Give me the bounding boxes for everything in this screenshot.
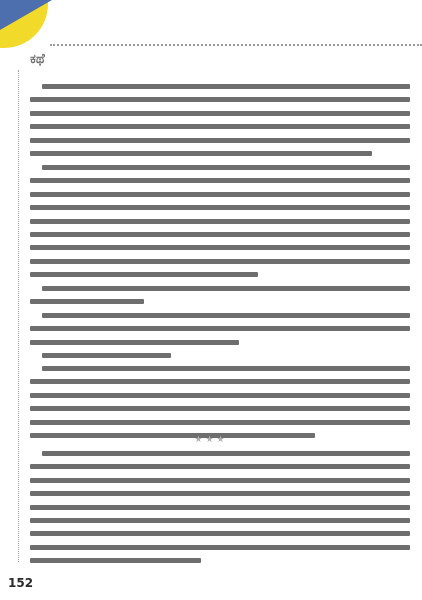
text-line — [30, 478, 410, 483]
text-line — [42, 313, 410, 318]
text-line — [30, 124, 410, 129]
text-line — [30, 299, 144, 304]
text-line — [30, 531, 410, 536]
text-line — [30, 518, 410, 523]
text-line — [30, 151, 372, 156]
text-line — [30, 491, 410, 496]
text-line — [30, 97, 410, 102]
section-divider: ★★★ — [194, 435, 228, 445]
text-line — [30, 232, 410, 237]
text-line — [42, 451, 410, 456]
text-line — [30, 505, 410, 510]
header-rule — [50, 44, 422, 46]
corner-decoration-icon — [0, 0, 52, 52]
text-line — [30, 406, 410, 411]
text-line — [30, 138, 410, 143]
section-title: ಕಥೆ — [30, 52, 45, 67]
text-line — [30, 178, 410, 183]
text-line — [30, 420, 410, 425]
column-rule — [18, 70, 19, 562]
text-line — [30, 111, 410, 116]
text-line — [30, 558, 201, 563]
text-line — [42, 366, 410, 371]
text-line — [30, 205, 410, 210]
text-line — [30, 259, 410, 264]
text-line — [30, 272, 258, 277]
text-line — [30, 245, 410, 250]
text-line — [30, 464, 410, 469]
text-line — [30, 379, 410, 384]
text-line — [42, 84, 410, 89]
text-line — [42, 286, 410, 291]
text-line — [30, 219, 410, 224]
page-number: 152 — [8, 576, 34, 590]
text-line — [30, 192, 410, 197]
text-line — [30, 393, 410, 398]
text-line — [30, 545, 410, 550]
text-line — [42, 353, 171, 358]
text-line — [30, 340, 239, 345]
text-line — [30, 326, 410, 331]
text-line — [42, 165, 410, 170]
